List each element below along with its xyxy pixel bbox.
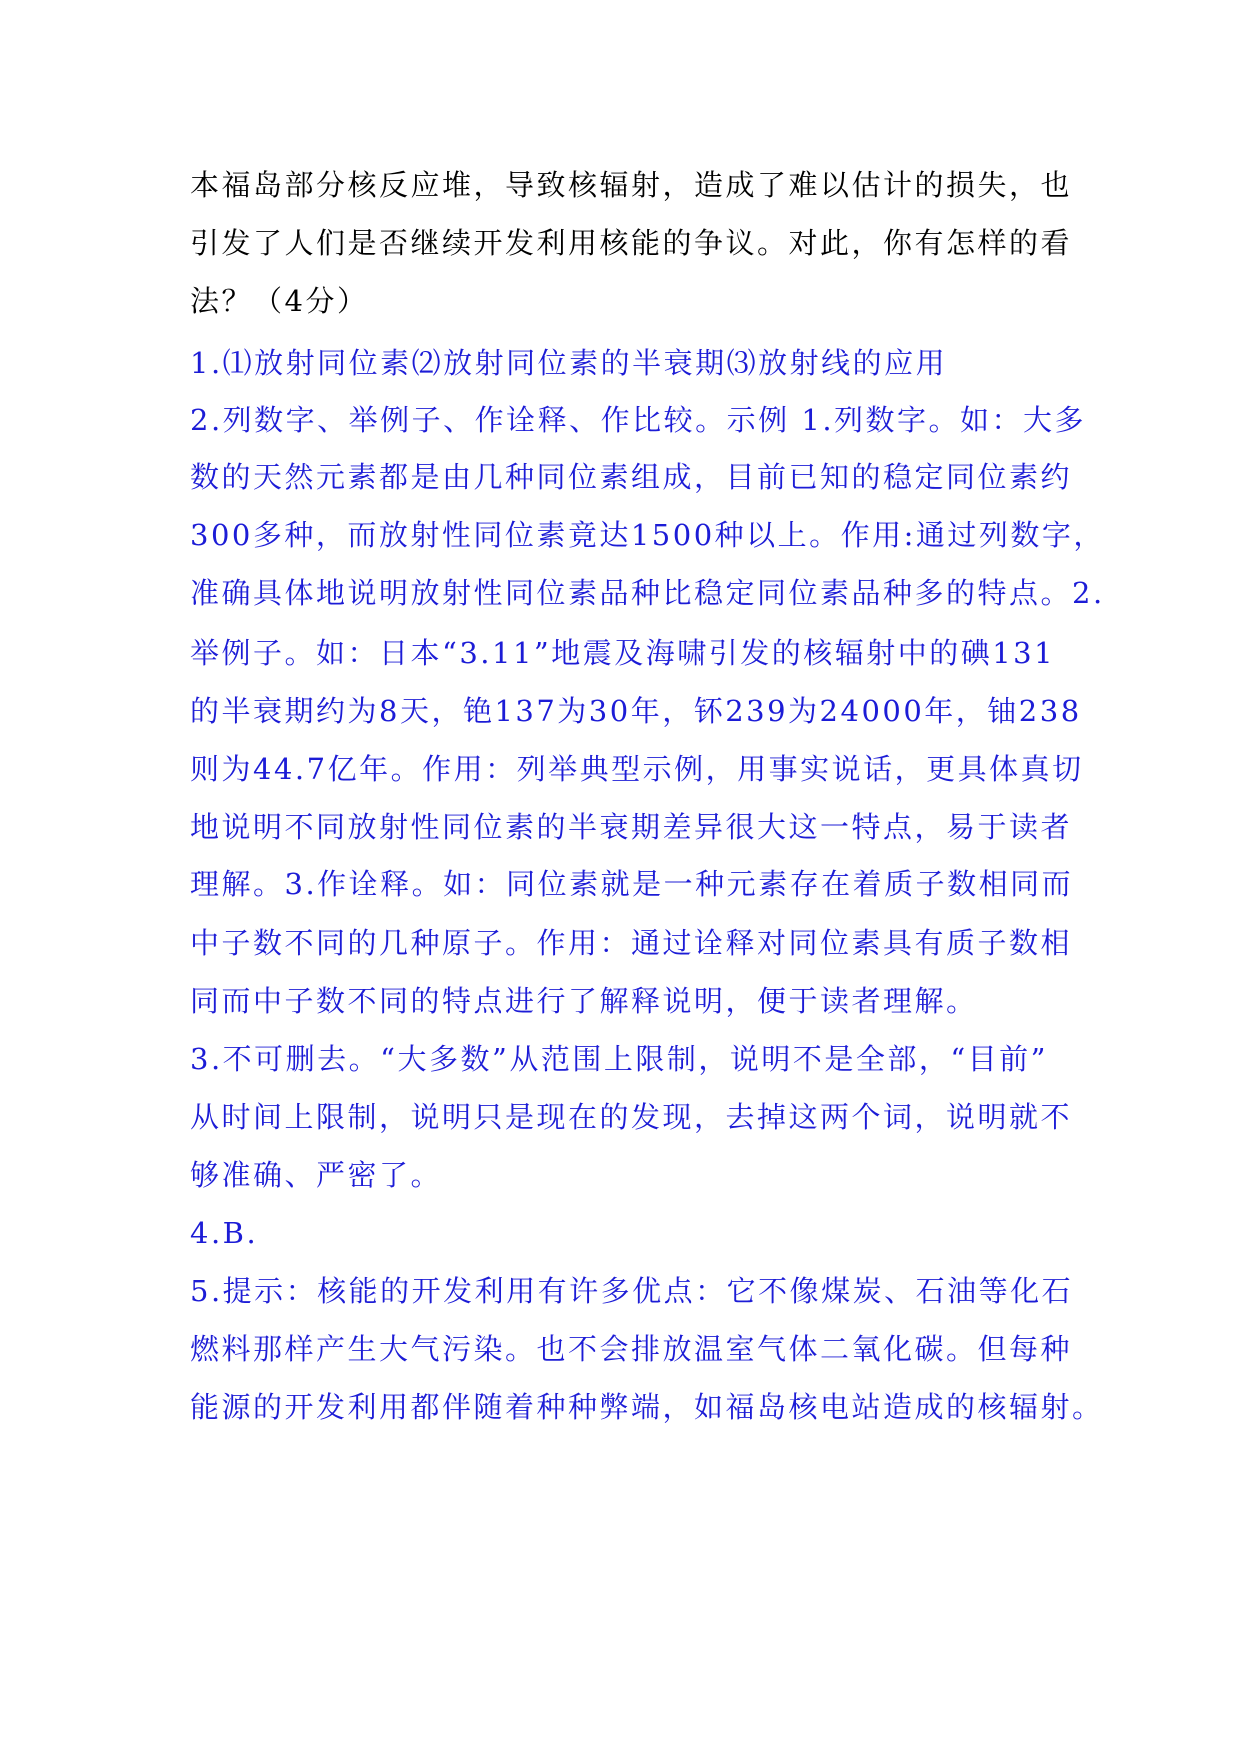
question-line-2: 引发了人们是否继续开发利用核能的争议。对此，你有怎样的看 [190,226,1073,260]
question-line-3: 法？（4分） [190,284,369,318]
answer-3-line-1: 3.不可删去。“大多数”从范围上限制，说明不是全部，“目前” [190,1042,1048,1076]
answer-2-line-5: 举例子。如：日本“3.11”地震及海啸引发的核辐射中的碘131 [190,636,1056,670]
answer-2-line-1: 2.列数字、举例子、作诠释、作比较。示例 1.列数字。如：大多 [190,403,1087,437]
question-line-1: 本福岛部分核反应堆，导致核辐射，造成了难以估计的损失，也 [190,168,1073,202]
answer-2-line-10: 中子数不同的几种原子。作用：通过诠释对同位素具有质子数相 [190,926,1073,960]
answer-2-line-2: 数的天然元素都是由几种同位素组成，目前已知的稳定同位素约 [190,460,1073,494]
answer-3-line-2: 从时间上限制，说明只是现在的发现，去掉这两个词，说明就不 [190,1100,1073,1134]
answer-2-line-6: 的半衰期约为8天，铯137为30年，钚239为24000年，铀238 [190,694,1082,728]
answer-2-line-11: 同而中子数不同的特点进行了解释说明，便于读者理解。 [190,984,978,1018]
answer-2-line-7: 则为44.7亿年。作用：列举典型示例，用事实说话，更具体真切 [190,752,1084,786]
answer-3-line-3: 够准确、严密了。 [190,1158,443,1192]
answer-2-line-9: 理解。3.作诠释。如：同位素就是一种元素存在着质子数相同而 [190,867,1074,901]
answer-5-line-1: 5.提示：核能的开发利用有许多优点：它不像煤炭、石油等化石 [190,1274,1074,1308]
answer-4-line-1: 4.B. [190,1216,259,1250]
answer-2-line-3: 300多种，而放射性同位素竟达1500种以上。作用:通过列数字， [190,518,1105,552]
answer-5-line-3: 能源的开发利用都伴随着种种弊端，如福岛核电站造成的核辐射。 [190,1390,1104,1424]
answer-5-line-2: 燃料那样产生大气污染。也不会排放温室气体二氧化碳。但每种 [190,1332,1073,1366]
answer-2-line-4: 准确具体地说明放射性同位素品种比稳定同位素品种多的特点。2. [190,576,1105,610]
answer-1-line-1: 1.⑴放射同位素⑵放射同位素的半衰期⑶放射线的应用 [190,346,948,380]
answer-2-line-8: 地说明不同放射性同位素的半衰期差异很大这一特点，易于读者 [190,810,1073,844]
